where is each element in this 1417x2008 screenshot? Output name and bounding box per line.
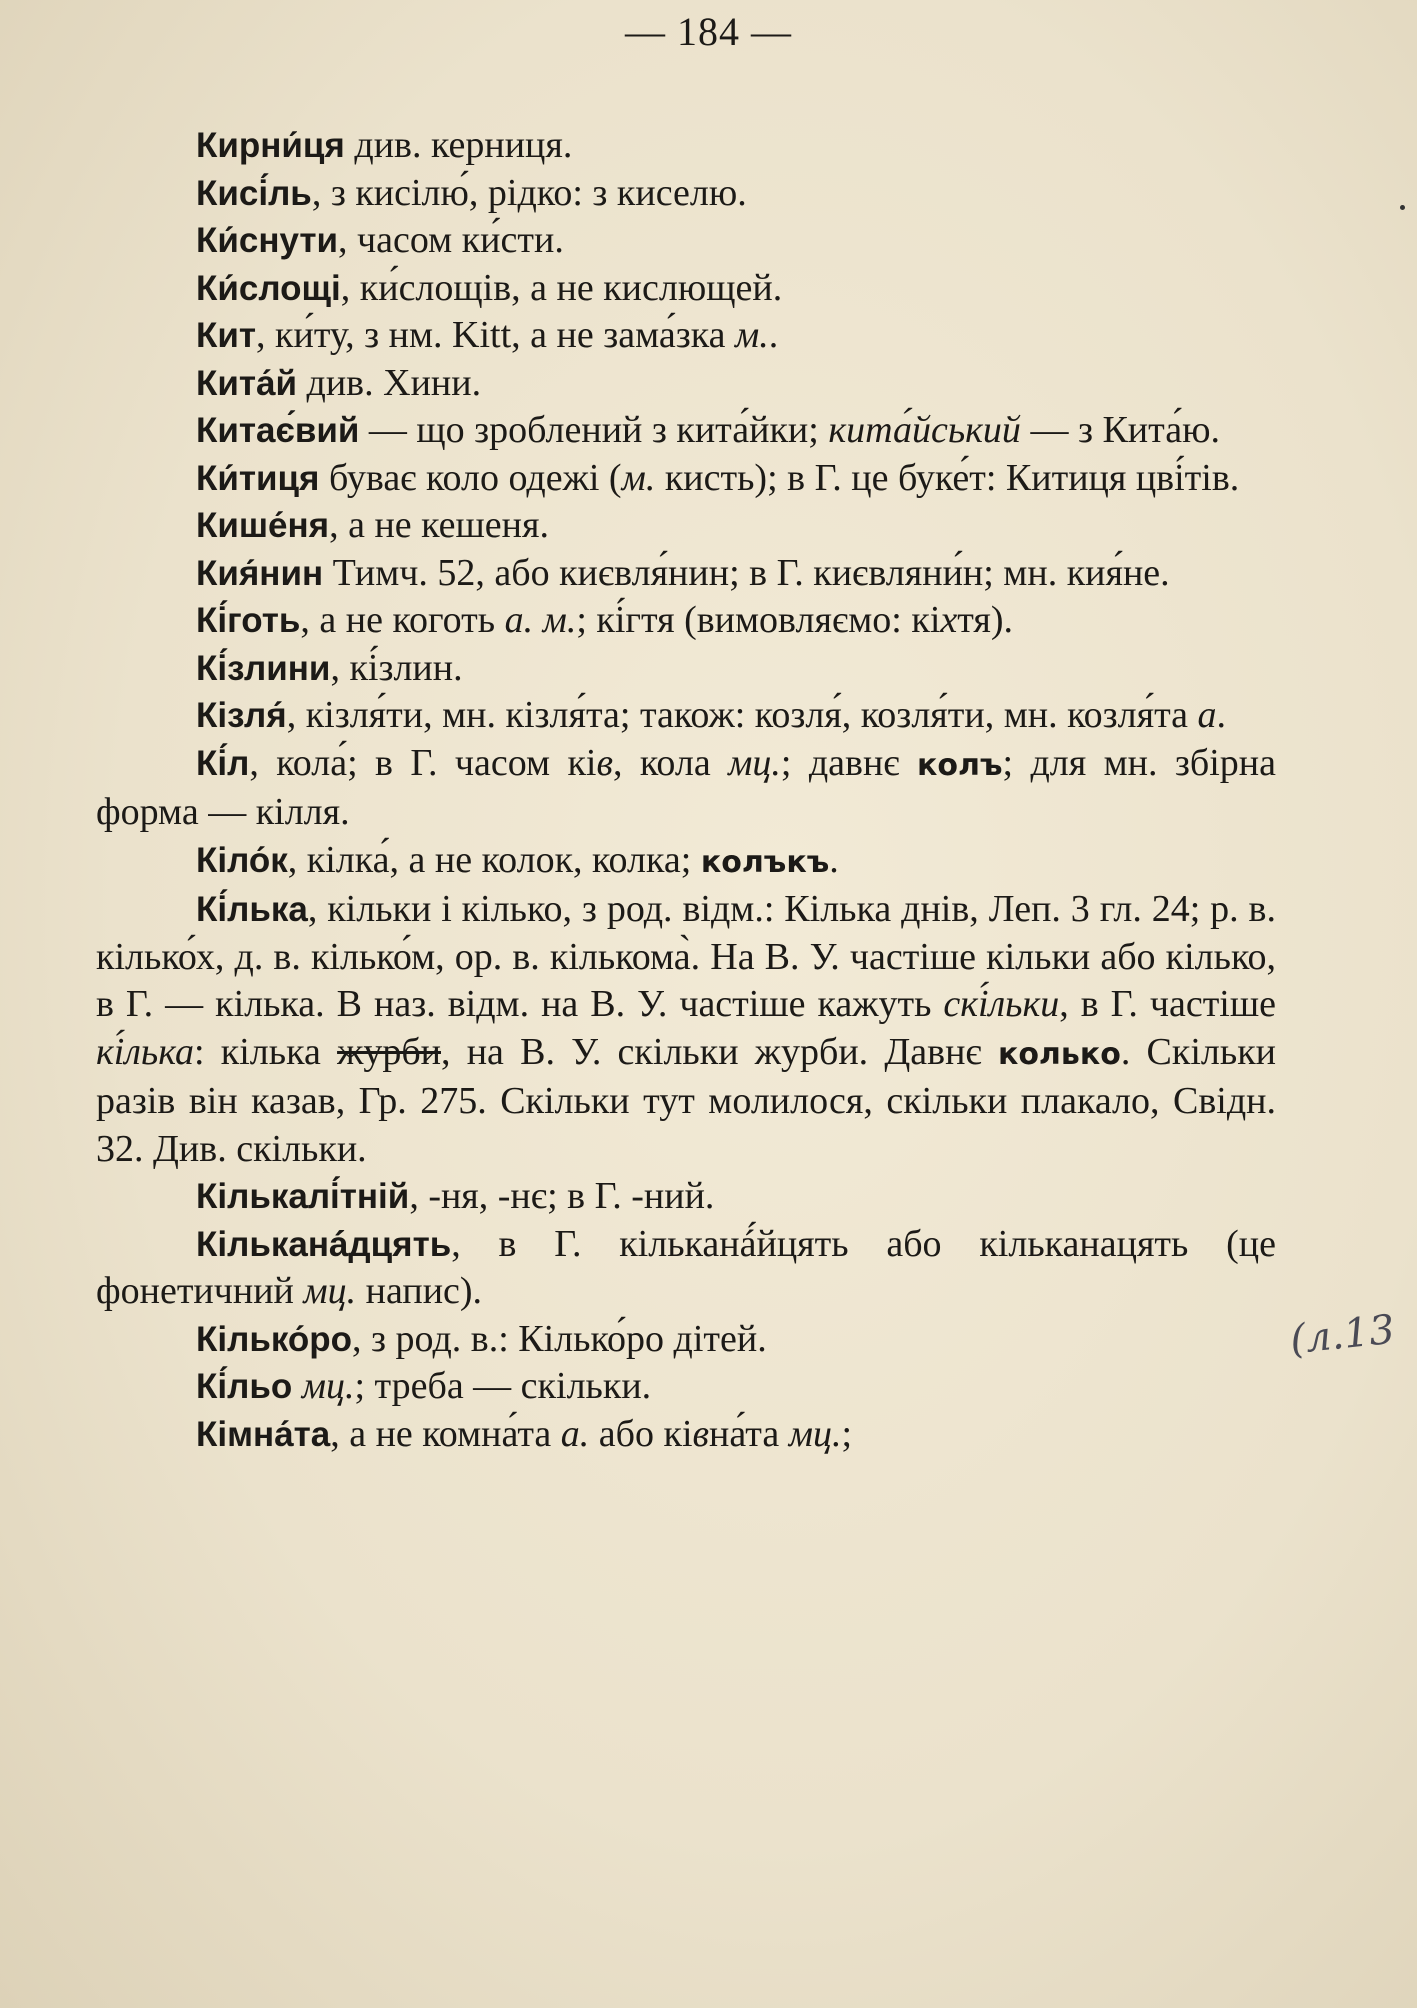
dictionary-entry — [96, 217, 1276, 265]
entry-headword: Кия́нин — [196, 553, 324, 593]
entry-it-text: м. — [735, 314, 769, 356]
entry-headword: Кі́льо — [196, 1367, 293, 1406]
entry-it-text: кита́йський — [828, 409, 1021, 451]
entry-text: ; треба — скільки. — [354, 1365, 652, 1407]
entry-text: тя). — [957, 599, 1013, 641]
entry-headword: Кі́лька — [196, 890, 308, 929]
handwritten-margin-note: (л.13 — [1287, 1306, 1397, 1364]
entry-it-text: скі́льки — [943, 983, 1060, 1025]
entry-it-text: мц. — [301, 1365, 355, 1407]
entry-text: , а не коготь — [300, 599, 505, 641]
entry-headword: Кит — [196, 316, 257, 355]
entry-text: , ки́ту, з нм. Kitt, а не зама́зка — [256, 314, 736, 356]
entry-old-text: колько — [997, 1036, 1121, 1072]
entry-headword: Кі́злини — [196, 648, 331, 688]
entry-headword: Кізля́ — [196, 696, 287, 735]
entry-it-text: м. — [621, 456, 656, 499]
entry-text: . Скільки разів він казав, Гр. 275. Скільки тут молилося, скільки плакало, Свідн. 32. Див. скільки. — [96, 1030, 1277, 1170]
dictionary-entry — [96, 265, 1276, 313]
entry-headword: Ки́снути — [196, 221, 339, 260]
entry-it-text: а. — [560, 1412, 590, 1455]
entry-text: — що зроблений з кита́йки; — [359, 409, 829, 451]
entry-text: , кізля́ти, мн. кізля́та; також: козля́, козля́ти, мн. козля́та — [286, 694, 1198, 736]
entry-headword: Кита́й — [196, 363, 298, 403]
entry-text: буває коло одежі ( — [319, 456, 622, 499]
entry-text: , кі́злин. — [330, 646, 463, 689]
entry-headword: Кільканá́дцять — [196, 1224, 452, 1264]
entry-text: . — [768, 314, 779, 356]
dictionary-entry — [96, 692, 1276, 740]
entry-headword: Кімна́та — [196, 1414, 331, 1454]
entry-text: . — [829, 838, 839, 881]
dictionary-entry — [96, 360, 1276, 408]
entry-text: — з Кита́ю. — [1020, 409, 1220, 451]
entry-text: ; кі́гтя (вимовляємо: кі — [576, 599, 941, 641]
entry-text: Тимч. 52, або києвля́нин; в Г. києвляни́н; мн. кия́не. — [323, 551, 1170, 594]
entry-headword: Кількалі́тній — [196, 1177, 410, 1216]
entry-text: , кільки і кілько, з род. відм.: Кілька днів, Леп. 3 гл. 24; р. в. кілько́х, д. в. кілько́м, ор. в. кількома̀. На В. У. частіше кільки або кілько, в Г. — кілька. В наз. відм. на В. У. частіше кажуть — [96, 888, 1276, 1025]
entry-headword: Кілько́ро — [196, 1319, 353, 1359]
entry-old-text: колъ — [917, 747, 1003, 783]
entry-text: ; для мн. збірна форма — кілля. — [96, 741, 1276, 833]
entry-text: напис). — [356, 1270, 483, 1312]
entry-text: , а не кешеня. — [329, 504, 549, 546]
entry-text: : кілька — [194, 1030, 338, 1073]
page-number: — 184 — — [625, 9, 792, 54]
entry-it-text: в — [692, 1412, 710, 1455]
entry-it-text: а — [1197, 694, 1217, 736]
entry-headword: Ки́слощі — [196, 268, 341, 308]
entry-headword: Кише́ня — [196, 506, 330, 545]
entry-it-text: а. м. — [504, 599, 577, 641]
dictionary-entry — [96, 312, 1276, 360]
entry-text: , кола́; в Г. часом кі — [249, 741, 597, 784]
entry-headword: Кі́готь — [196, 601, 301, 640]
entry-it-text: в — [596, 741, 613, 784]
entry-text — [292, 1365, 302, 1407]
dictionary-entry — [96, 1411, 1276, 1459]
entry-text: , -ня, -нє; в Г. -ний. — [409, 1175, 715, 1217]
entry-text: , на В. У. скільки журби. Давнє — [441, 1030, 998, 1073]
dictionary-entry — [96, 170, 1276, 218]
entry-headword: Кі́л — [196, 743, 250, 783]
dictionary-entry — [96, 837, 1276, 887]
dictionary-entry — [96, 1363, 1276, 1411]
entry-headword: Кіло́к — [196, 840, 288, 880]
entry-headword: Ки́тиця — [196, 458, 320, 498]
entry-text: , кола — [612, 741, 729, 784]
entry-headword: Китає́вий — [196, 411, 360, 450]
entry-old-text: колъкъ — [700, 844, 830, 880]
dictionary-entry — [96, 597, 1276, 645]
entry-text: , з кисілю́, рідко: з киселю. — [311, 171, 747, 214]
entry-text: див. керниця. — [344, 124, 573, 166]
entry-text: кисть); в Г. це буке́т: Китиця цві́тів. — [655, 456, 1240, 499]
entry-strike-text: журби — [337, 1030, 441, 1073]
entry-it-text: мц. — [728, 741, 781, 784]
entry-text: ; — [841, 1412, 853, 1455]
entry-it-text: мц. — [303, 1270, 357, 1312]
entry-text: , кілка́, а не колок, колка; — [287, 838, 701, 881]
entry-headword: Кирни́ця — [196, 126, 345, 165]
dictionary-entry — [96, 122, 1276, 170]
entry-text: , часом ки́сти. — [338, 219, 564, 261]
dictionary-entry — [96, 740, 1276, 837]
dictionary-entry — [96, 645, 1276, 693]
entry-text: ; давнє — [780, 741, 918, 784]
entry-text: або кі — [589, 1412, 693, 1455]
entry-it-text: кі́лька — [96, 1030, 195, 1073]
dictionary-text — [96, 122, 1276, 1458]
entry-text: , ки́слощів, а не кислющей. — [340, 266, 783, 309]
entry-it-text: х — [940, 599, 958, 641]
entry-text: , в Г. частіше — [1059, 983, 1276, 1025]
dictionary-entry — [96, 886, 1276, 1173]
dictionary-entry — [96, 455, 1276, 503]
dictionary-entry — [96, 550, 1276, 598]
dictionary-entry — [96, 407, 1276, 455]
ink-speck — [1400, 205, 1405, 210]
entry-text: , а не комна́та — [330, 1412, 561, 1455]
dictionary-entry — [96, 502, 1276, 550]
entry-text: . — [1216, 694, 1226, 736]
dictionary-entry — [96, 1173, 1276, 1221]
entry-headword: Кисі́ль — [196, 173, 312, 213]
dictionary-entry — [96, 1316, 1276, 1364]
dictionary-entry — [96, 1221, 1276, 1316]
entry-text: , в Г. кільканá́йцять або кільканацять (це фонетичний — [96, 1222, 1276, 1312]
entry-text: на́та — [709, 1412, 789, 1455]
entry-text: див. Хини. — [297, 361, 482, 404]
entry-text: , з род. в.: Кілько́ро дітей. — [352, 1317, 767, 1360]
entry-it-text: мц. — [788, 1412, 842, 1455]
